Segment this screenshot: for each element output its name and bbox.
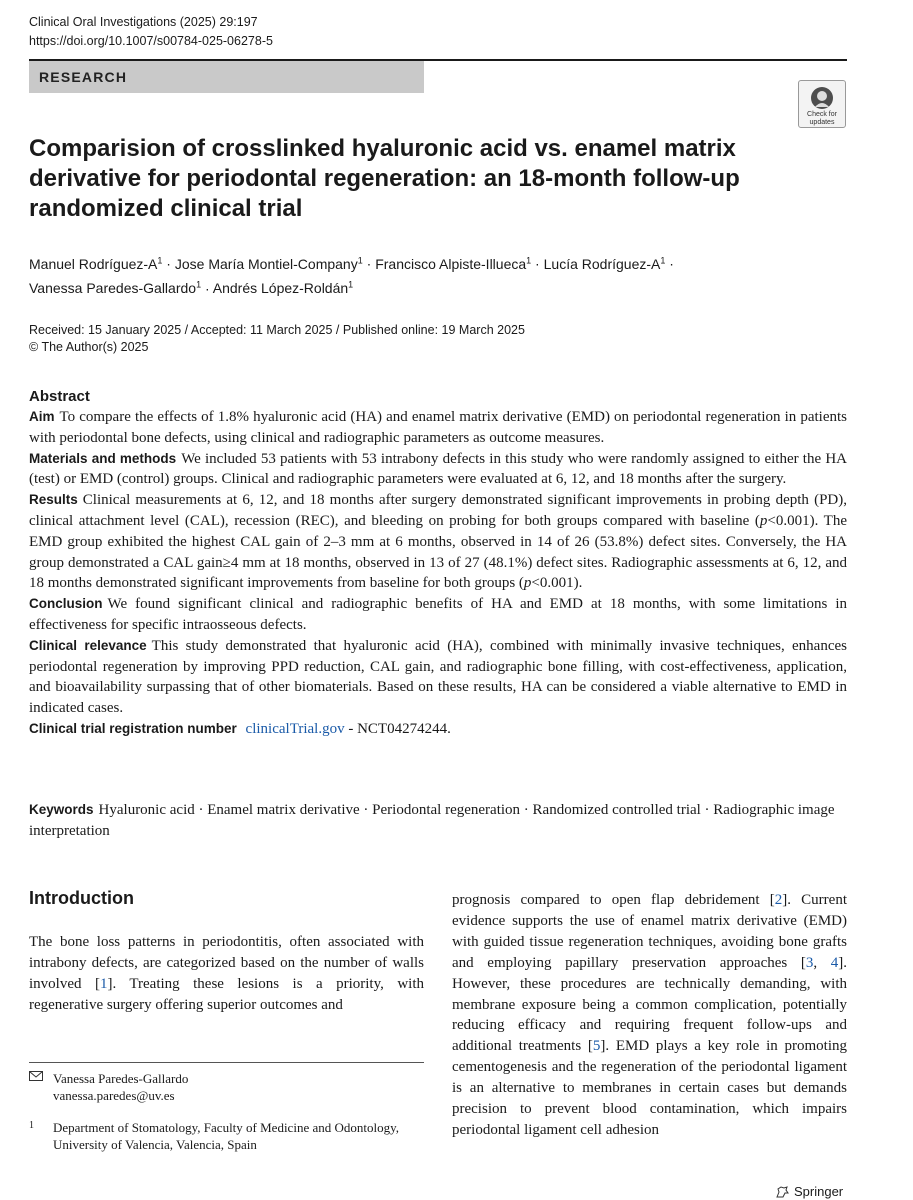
- badge-label-1: Check for: [807, 111, 837, 118]
- introduction-left-column: The bone loss patterns in periodontitis, often associated with intrabony defects, are categorized based on the number of walls involved [1]. Treating these lesions is a priority, with regenerative surgery offering superior outcomes and: [29, 934, 424, 1013]
- contact-email[interactable]: vanessa.paredes@uv.es: [53, 1088, 175, 1103]
- journal-info: [29, 13, 273, 51]
- abstract-methods: Materials and methods We included 53 patients with 53 intrabony defects in this study who were randomly assigned to either the HA (test) or EMD (control) groups. Clinical and radiographic parameters were evaluated at 6, 12, and 18 months after the surgery.: [29, 450, 847, 488]
- affiliation-footnote: [29, 1119, 424, 1153]
- article-title: Comparision of crosslinked hyaluronic acid vs. enamel matrix derivative for periodontal regeneration: an 18-month follow-up randomized clinical trial: [29, 135, 740, 222]
- citation-link[interactable]: 1: [99, 975, 108, 992]
- article-type-band: [29, 61, 424, 93]
- author[interactable]: Andrés López-Roldán$^1$: [212, 279, 354, 297]
- article-type: RESEARCH: [39, 69, 128, 85]
- citation-link[interactable]: 3: [805, 954, 814, 971]
- publisher-name: Springer: [794, 1184, 844, 1199]
- introduction-right-column: prognosis compared to open flap debridement [2]. Current evidence supports the use of enamel matrix derivative (EMD) with guided tissue regeneration techniques, avoiding bone grafts and employing papillary preservation approaches [3, 4]. However, these procedures are technically demanding, with membrane exposure being a common complication, potentially reducing efficacy and requiring frequent follow-ups and additional treatments [5]. EMD plays a key role in promoting cementogenesis and the regeneration of the periodontal ligament is an alternative to membranes in certain cases but demands precision to prevent blood contamination, which impairs periodontal ligament cell adhesion: [452, 892, 848, 1138]
- citation-link[interactable]: 5: [592, 1038, 601, 1055]
- footnote-rule: [29, 1062, 424, 1063]
- keywords: [29, 800, 847, 842]
- crossmark-icon: [808, 85, 836, 111]
- publisher-logo: [775, 1184, 843, 1199]
- abstract-results: Results Clinical measurements at 6, 12, and 18 months after surgery demonstrated significant improvements in probing depth (PD), clinical attachment level (CAL), recession (REC), and bleeding on probing for both groups compared with baseline (p<0.001). The EMD group exhibited the highest CAL gain of 2–3 mm at 6 months, observed in 14 of 26 (53.8%) defect sites. Conversely, the HA group demonstrated a CAL gain≥4 mm at 18 months, observed in 13 of 27 (48.1%) defect sites. Radiographic assessments at 6, 12, and 18 months demonstrated significant improvements from baseline for both groups (p<0.001).: [29, 492, 847, 592]
- abstract-aim: Aim To compare the effects of 1.8% hyaluronic acid (HA) and enamel matrix derivative (EMD) on periodontal regeneration in patients with periodontal bone defects, using clinical and radiographic parameters as outcome measures.: [29, 409, 847, 446]
- keywords-label: Keywords: [29, 802, 94, 817]
- abstract-clinical-relevance: Clinical relevance This study demonstrated that hyaluronic acid (HA), combined with minimally invasive techniques, enhances periodontal regeneration by improving PPD reduction, CAL gain, and radiographic bone filling, with cost-effectiveness, application, and bioavailability surpassing that of other biomaterials. Based on these results, HA can be considered a viable alternative to EMD in indicated cases.: [29, 637, 847, 717]
- corresponding-author: [29, 1070, 424, 1104]
- abstract: [29, 386, 847, 740]
- publication-dates: [29, 322, 849, 356]
- trial-registry-link[interactable]: clinicalTrial.gov: [245, 720, 345, 737]
- author[interactable]: Jose María Montiel-Company$^1$: [174, 255, 363, 272]
- abstract-heading: Abstract: [29, 388, 90, 405]
- author[interactable]: Vanessa Paredes-Gallardo$^1$: [29, 279, 202, 297]
- doi-link[interactable]: https://doi.org/10.1007/s00784-025-06278-5: [29, 34, 273, 48]
- check-for-updates-badge[interactable]: [798, 80, 846, 128]
- journal-line: Clinical Oral Investigations (2025) 29:197: [29, 15, 258, 29]
- badge-label-2: updates: [809, 119, 835, 126]
- springer-horse-icon: [775, 1186, 789, 1198]
- contact-name: Vanessa Paredes-Gallardo: [53, 1071, 189, 1086]
- author[interactable]: Manuel Rodríguez-$A^1$: [29, 255, 163, 272]
- citation-link[interactable]: 2: [774, 892, 783, 908]
- envelope-icon: [29, 1071, 43, 1081]
- abstract-conclusion: Conclusion We found significant clinical and radiographic benefits of HA and EMD at 18 months, with some limitations in effectiveness for specific intraosseous defects.: [29, 596, 847, 633]
- affiliation-number: 1: [29, 1120, 34, 1131]
- affiliation-text: Department of Stomatology, Faculty of Medicine and Odontology, University of Valencia, Valencia, Spain: [53, 1120, 399, 1152]
- author-list: Manuel Rodríguez-$A^1$ · Jose María Montiel-Company$^1$ · Francisco Alpiste-Illueca$^1$ · Lucía Rodríguez-$A^1$ · Vanessa Paredes-Gallardo$^1$ · Andrés López-Roldán$^1$: [29, 255, 674, 297]
- keywords-text: Hyaluronic acid · Enamel matrix derivative · Periodontal regeneration · Randomized controlled trial · Radiographic image interpretation: [29, 802, 835, 839]
- citation-link[interactable]: 4: [830, 954, 839, 971]
- date-history: Received: 15 January 2025 / Accepted: 11 March 2025 / Published online: 19 March 2025: [29, 323, 525, 337]
- author[interactable]: Lucía Rodríguez-$A^1$: [543, 255, 666, 272]
- author[interactable]: Francisco Alpiste-Illueca$^1$: [375, 255, 532, 272]
- abstract-trial-registration: Clinical trial registration number clinicalTrial.gov - NCT04274244.: [29, 720, 451, 737]
- introduction-heading: Introduction: [29, 888, 134, 908]
- copyright: © The Author(s) 2025: [29, 340, 149, 354]
